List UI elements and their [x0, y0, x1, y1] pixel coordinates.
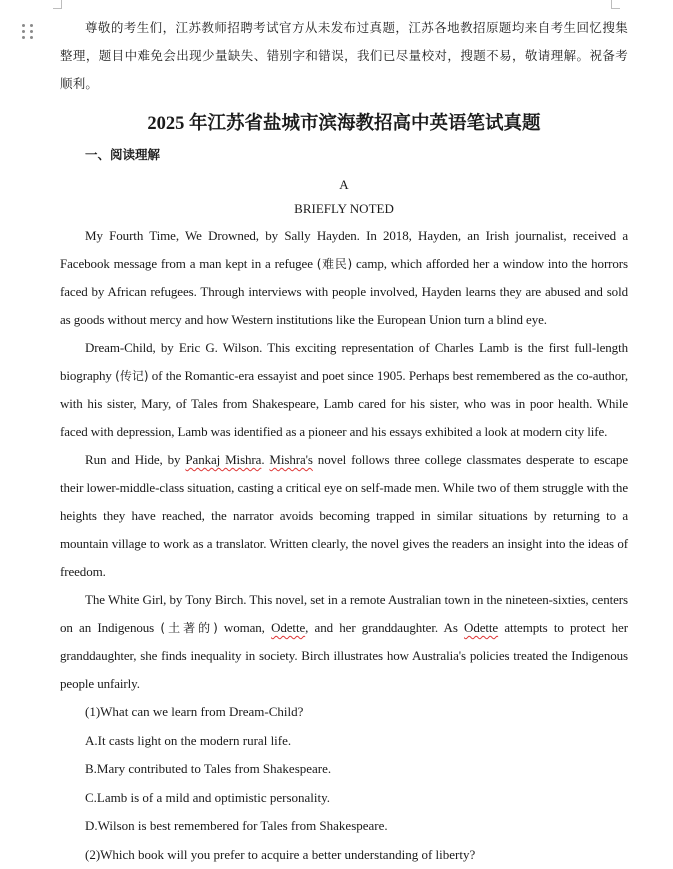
- paragraph-white-girl: [60, 586, 628, 698]
- margin-corner-mark-right: [611, 0, 620, 9]
- spellcheck-word[interactable]: Odette: [464, 620, 498, 635]
- question-1-option-b: B.Mary contributed to Tales from Shakespeare.: [60, 755, 628, 784]
- margin-corner-mark-left: [53, 0, 62, 9]
- paragraph-text: attempts to protect her granddaughter, she finds inequality in society. Birch illustrates how Australia's policies treated the Indigenous people unfairly.: [60, 620, 628, 691]
- question-1-option-a: A.It casts light on the modern rural life.: [60, 727, 628, 756]
- document-title: 2025 年江苏省盐城市滨海教招高中英语笔试真题: [60, 110, 628, 138]
- paragraph-my-fourth-time: [60, 222, 628, 334]
- section-heading: 一、阅读理解: [85, 144, 628, 166]
- question-1-stem: (1)What can we learn from Dream-Child?: [60, 698, 628, 727]
- paragraph-text: novel follows three college classmates desperate to escape their lower-middle-class situation, casting a critical eye on self-made men. While two of them struggle with the heights they have reached, the narrator avoids becoming trapped in similar situations by returning to a mountain village to work as a translator. Written clearly, the novel gives the readers an insight into the ideas of freedom.: [60, 452, 628, 579]
- paragraph-text: of the Romantic-era essayist and poet since 1905. Perhaps best remembered as the co-author, with his sister, Mary, of Tales from Shakespeare, Lamb cared for his sister, who was in poor health. While faced with depression, Lamb was identified as a pioneer and his essays exhibited a look at modern city life.: [60, 368, 628, 439]
- drag-handle-icon[interactable]: [22, 24, 34, 40]
- intro-notice: 尊敬的考生们，江苏教师招聘考试官方从未发布过真题，江苏各地教招原题均来自考生回忆搜集整理，题目中难免会出现少量缺失、错别字和错误，我们已尽量校对，搜题不易，敬请理解。祝备考顺利。: [60, 14, 628, 98]
- paragraph-text: , and her granddaughter. As: [305, 620, 458, 635]
- question-1-option-c: C.Lamb is of a mild and optimistic personality.: [60, 784, 628, 813]
- chinese-gloss: (传记): [115, 369, 148, 383]
- paragraph-dream-child: [60, 334, 628, 446]
- paragraph-run-and-hide: [60, 446, 628, 586]
- passage-title: BRIEFLY NOTED: [60, 198, 628, 220]
- chinese-gloss: (难民): [317, 257, 352, 271]
- question-1-option-d: D.Wilson is best remembered for Tales from Shakespeare.: [60, 812, 628, 841]
- spellcheck-word[interactable]: Odette: [271, 620, 305, 635]
- spellcheck-word[interactable]: Mishra's: [269, 452, 312, 467]
- paragraph-text: Run and Hide, by: [85, 452, 180, 467]
- passage-body: [60, 222, 628, 698]
- paragraph-text: woman,: [224, 620, 265, 635]
- spellcheck-word[interactable]: Pankaj Mishra: [185, 452, 261, 467]
- document-page: [60, 14, 628, 869]
- question-list: [60, 698, 628, 869]
- paragraph-text: My Fourth Time, We Drowned, by Sally Hayden. In 2018, Hayden, an Irish journalist, received a Facebook message from a man kept in a refugee: [60, 228, 628, 271]
- question-2-stem: (2)Which book will you prefer to acquire a better understanding of liberty?: [60, 841, 628, 869]
- paragraph-text: The White Girl, by Tony Birch. This novel, set in a remote Australian town in the nineteen-sixties, centers on an Indigenous: [60, 592, 628, 635]
- chinese-gloss: (土著的): [160, 621, 217, 635]
- paragraph-text: camp, which afforded her a window into the horrors faced by African refugees. Through interviews with people involved, Hayden learns they are abused and sold as goods without mercy and how Western institutions like the European Union turn a blind eye.: [60, 256, 628, 327]
- paragraph-text: .: [261, 452, 264, 467]
- paragraph-text: Dream-Child, by Eric G. Wilson. This exciting representation of Charles Lamb is the first full-length biography: [60, 340, 628, 383]
- passage-label: A: [60, 174, 628, 196]
